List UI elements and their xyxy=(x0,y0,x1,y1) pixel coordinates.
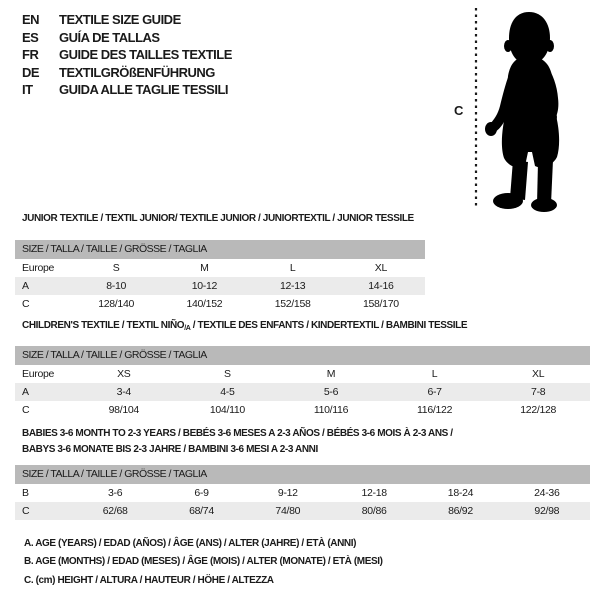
footnote-height: C. (cm) HEIGHT / ALTURA / HAUTEUR / HÖHE / ALTEZZA xyxy=(24,574,274,586)
table-row-age xyxy=(15,383,590,401)
table-title xyxy=(15,426,590,457)
table-row-age-months xyxy=(15,484,590,502)
table-cell: L xyxy=(289,262,296,274)
row-label: A xyxy=(22,280,29,292)
table-title-subscript: /A xyxy=(184,325,191,332)
table-cell: 152/158 xyxy=(274,298,311,310)
language-label: GUÍA DE TALLAS xyxy=(59,29,160,45)
table-cell: 10-12 xyxy=(191,280,218,292)
table-cell: 12-13 xyxy=(279,280,306,292)
table-cell: 5-6 xyxy=(323,386,339,398)
table-cell: 12-18 xyxy=(361,487,387,499)
table-cell: 8-10 xyxy=(106,280,127,292)
table-cell: 116/122 xyxy=(417,404,453,416)
table-cell: 86/92 xyxy=(448,505,473,517)
table-cell: 92/98 xyxy=(534,505,560,517)
size-header-bar: SIZE / TALLA / TAILLE / GRÖSSE / TAGLIA xyxy=(15,240,425,259)
language-code: EN xyxy=(22,12,40,27)
table-row-europe xyxy=(15,365,590,383)
table-cell: 3-6 xyxy=(108,487,123,499)
language-row-de xyxy=(22,64,232,82)
table-cell: 18-24 xyxy=(447,487,474,499)
table-cell: 4-5 xyxy=(220,386,235,398)
table-cell: L xyxy=(431,368,438,380)
footnote-age-months: B. AGE (MONTHS) / EDAD (MESES) / ÂGE (MOIS) / ALTER (MONATE) / ETÀ (MESI) xyxy=(24,556,383,568)
table-title-text: / TEXTILE DES ENFANTS / KINDERTEXTIL / BAMBINI TESSILE xyxy=(190,320,468,331)
language-header xyxy=(22,11,232,99)
table-row-europe xyxy=(15,259,425,277)
table-cell: 122/128 xyxy=(520,404,557,416)
language-label: TEXTILE SIZE GUIDE xyxy=(59,12,181,27)
table-title: JUNIOR TEXTILE / TEXTIL JUNIOR/ TEXTILE JUNIOR / JUNIORTEXTIL / JUNIOR TESSILE xyxy=(22,213,414,224)
table-cell: S xyxy=(224,368,231,380)
language-row-fr xyxy=(22,46,232,64)
table-title-line1: BABIES 3-6 MONTH TO 2-3 YEARS / BEBÉS 3-6 MESES A 2-3 AÑOS / BÉBÉS 3-6 MOIS À 2-3 ANS / xyxy=(22,428,453,439)
table-cell: M xyxy=(200,262,209,274)
junior-textile-table xyxy=(15,213,425,313)
language-row-en xyxy=(22,11,232,29)
table-row-height xyxy=(15,502,590,520)
table-cell: 62/68 xyxy=(102,505,128,517)
table-title-line2: BABYS 3-6 MONATE BIS 2-3 JAHRE / BAMBINI 3-6 MESI A 2-3 ANNI xyxy=(22,443,318,455)
table-cell: 104/110 xyxy=(209,404,245,416)
table-cell: 14-16 xyxy=(368,280,394,292)
row-label: C xyxy=(22,505,30,517)
footnote-age-years: A. AGE (YEARS) / EDAD (AÑOS) / ÂGE (ANS) / ALTER (JAHRE) / ETÀ (ANNI) xyxy=(24,538,357,549)
row-label: C xyxy=(22,298,30,310)
language-row-it xyxy=(22,81,232,99)
language-code: DE xyxy=(22,64,40,80)
table-cell: 140/152 xyxy=(186,298,223,310)
table-cell: XL xyxy=(532,368,545,380)
table-cell: XS xyxy=(117,368,131,380)
table-cell: 7-8 xyxy=(531,386,546,398)
table-cell: 6-9 xyxy=(194,487,209,499)
table-cell: S xyxy=(112,262,120,274)
row-label: C xyxy=(22,404,30,416)
toddler-silhouette-icon xyxy=(470,2,595,214)
table-cell: 74/80 xyxy=(275,505,301,517)
row-label: Europe xyxy=(22,262,55,274)
footnotes xyxy=(24,535,383,590)
height-figure xyxy=(450,0,600,215)
language-code: ES xyxy=(22,29,39,45)
height-measure-label: C xyxy=(454,103,464,118)
table-row-height xyxy=(15,295,425,313)
table-cell: XL xyxy=(374,262,387,274)
row-label: B xyxy=(22,487,29,499)
language-row-es xyxy=(22,29,232,47)
table-cell: 6-7 xyxy=(427,386,442,398)
table-cell: 110/116 xyxy=(313,404,349,416)
babies-textile-table xyxy=(15,426,590,520)
table-cell: 24-36 xyxy=(534,487,560,499)
children-textile-table xyxy=(15,320,590,419)
table-cell: 3-4 xyxy=(116,386,131,398)
table-cell: 9-12 xyxy=(277,487,298,499)
language-label: GUIDA ALLE TAGLIE TESSILI xyxy=(59,82,229,97)
size-header-bar: SIZE / TALLA / TAILLE / GRÖSSE / TAGLIA xyxy=(15,346,590,365)
table-cell: 158/170 xyxy=(362,298,399,310)
language-label: GUIDE DES TAILLES TEXTILE xyxy=(59,47,232,62)
table-row-height xyxy=(15,401,590,419)
size-header-bar: SIZE / TALLA / TAILLE / GRÖSSE / TAGLIA xyxy=(15,465,590,484)
table-cell: 128/140 xyxy=(98,298,135,310)
table-title-text: CHILDREN'S TEXTILE / TEXTIL NIÑO xyxy=(22,320,185,331)
table-row-age xyxy=(15,277,425,295)
row-label: Europe xyxy=(22,368,55,380)
table-cell: M xyxy=(326,368,336,380)
language-code: FR xyxy=(22,47,39,62)
table-title xyxy=(15,320,590,332)
language-code: IT xyxy=(22,82,33,97)
language-label: TEXTILGRÖßENFÜHRUNG xyxy=(59,64,215,80)
row-label: A xyxy=(22,386,29,398)
table-cell: 98/104 xyxy=(108,404,139,416)
table-cell: 68/74 xyxy=(189,505,214,517)
table-cell: 80/86 xyxy=(361,505,387,517)
